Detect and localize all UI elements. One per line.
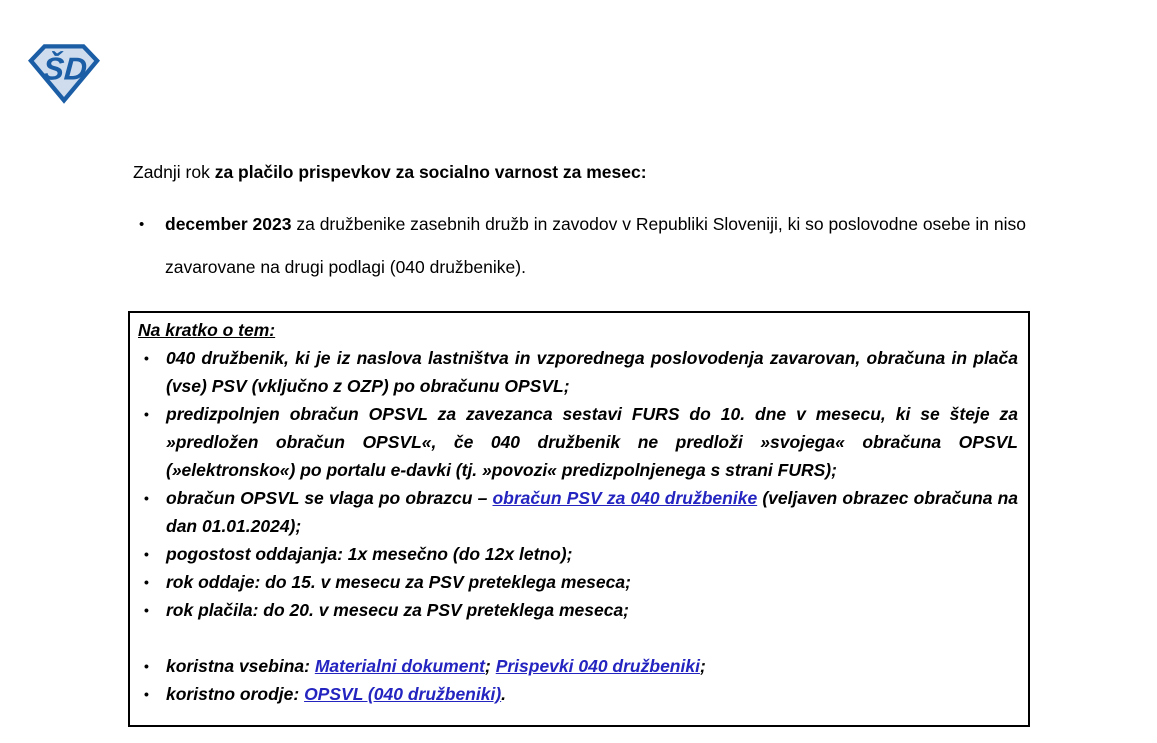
bullet-icon: • (144, 602, 149, 618)
bullet-icon: • (144, 406, 149, 422)
item-text: (veljaven obrazec obračuna na dan 01.01.2024); (166, 488, 1019, 536)
item-text: rok oddaje: do 15. v mesecu za PSV preteklega meseca; (166, 572, 631, 592)
logo-letters: ŠD (41, 50, 89, 87)
info-box (128, 311, 1030, 727)
item-text: . (501, 684, 507, 704)
list-item (138, 596, 1018, 624)
bullet-icon: • (144, 574, 149, 590)
sd-shield-icon (28, 42, 100, 104)
intro-bullet (133, 203, 1030, 289)
bullet-icon: • (144, 658, 149, 674)
item-text: 040 družbenik, ki je iz naslova lastništva in vzporednega poslovodenja zavarovan, obračuna in plača (vse) PSV (vključno z OZP) po obračunu OPSVL; (166, 348, 1018, 396)
item-text: predizpolnjen obračun OPSVL za zavezanca sestavi FURS do 10. dne v mesecu, ki se šteje za »predložen obračun OPSVL«, če 040 družbenik ne predloži »svojega« obračuna OPSVL (»elektronsko«) po portalu e-davki (tj. »povozi« predizpolnjenega s strani FURS); (166, 404, 1018, 480)
list-item (138, 652, 1018, 680)
bullet-icon: • (144, 490, 149, 506)
item-text: obračun OPSVL se vlaga po obrazcu – (166, 488, 493, 508)
list-item (138, 568, 1018, 596)
heading-normal: Zadnji rok (133, 162, 215, 182)
link-prispevki-040-druzbeniki[interactable]: Prispevki 040 družbeniki (495, 656, 700, 676)
sd-logo (28, 42, 100, 104)
item-text: koristno orodje: (166, 684, 305, 704)
list-item (138, 344, 1018, 400)
bullet-icon: • (144, 686, 149, 702)
bullet-icon: • (144, 350, 149, 366)
heading-bold: za plačilo prispevkov za socialno varnost za mesec: (214, 162, 647, 182)
item-text: ; (484, 656, 496, 676)
link-opsvl-040-druzbeniki[interactable]: OPSVL (040 družbeniki) (304, 684, 502, 704)
list-item (138, 680, 1018, 708)
intro-rest: za družbenike zasebnih družb in zavodov v Republiki Sloveniji, ki so poslovodne osebe in niso zavarovane na drugi podlagi (040 družbenike). (165, 214, 1026, 277)
item-text: rok plačila: do 20. v mesecu za PSV preteklega meseca; (166, 600, 630, 620)
page-title (133, 162, 647, 183)
blank-line (138, 624, 1018, 652)
intro-bullet-text (165, 203, 1030, 289)
intro-bold: december 2023 (165, 214, 292, 234)
item-text: koristna vsebina: (166, 656, 315, 676)
list-item (138, 484, 1018, 540)
bullet-icon: • (139, 216, 145, 233)
bullet-icon: • (144, 546, 149, 562)
list-item (138, 540, 1018, 568)
link-materialni-dokument[interactable]: Materialni dokument (314, 656, 485, 676)
item-text: pogostost oddajanja: 1x mesečno (do 12x letno); (166, 544, 573, 564)
list-item (138, 400, 1018, 484)
link-obracun-psv-040[interactable]: obračun PSV za 040 družbenike (492, 488, 758, 508)
box-title: Na kratko o tem: (138, 320, 276, 340)
item-text: ; (699, 656, 706, 676)
